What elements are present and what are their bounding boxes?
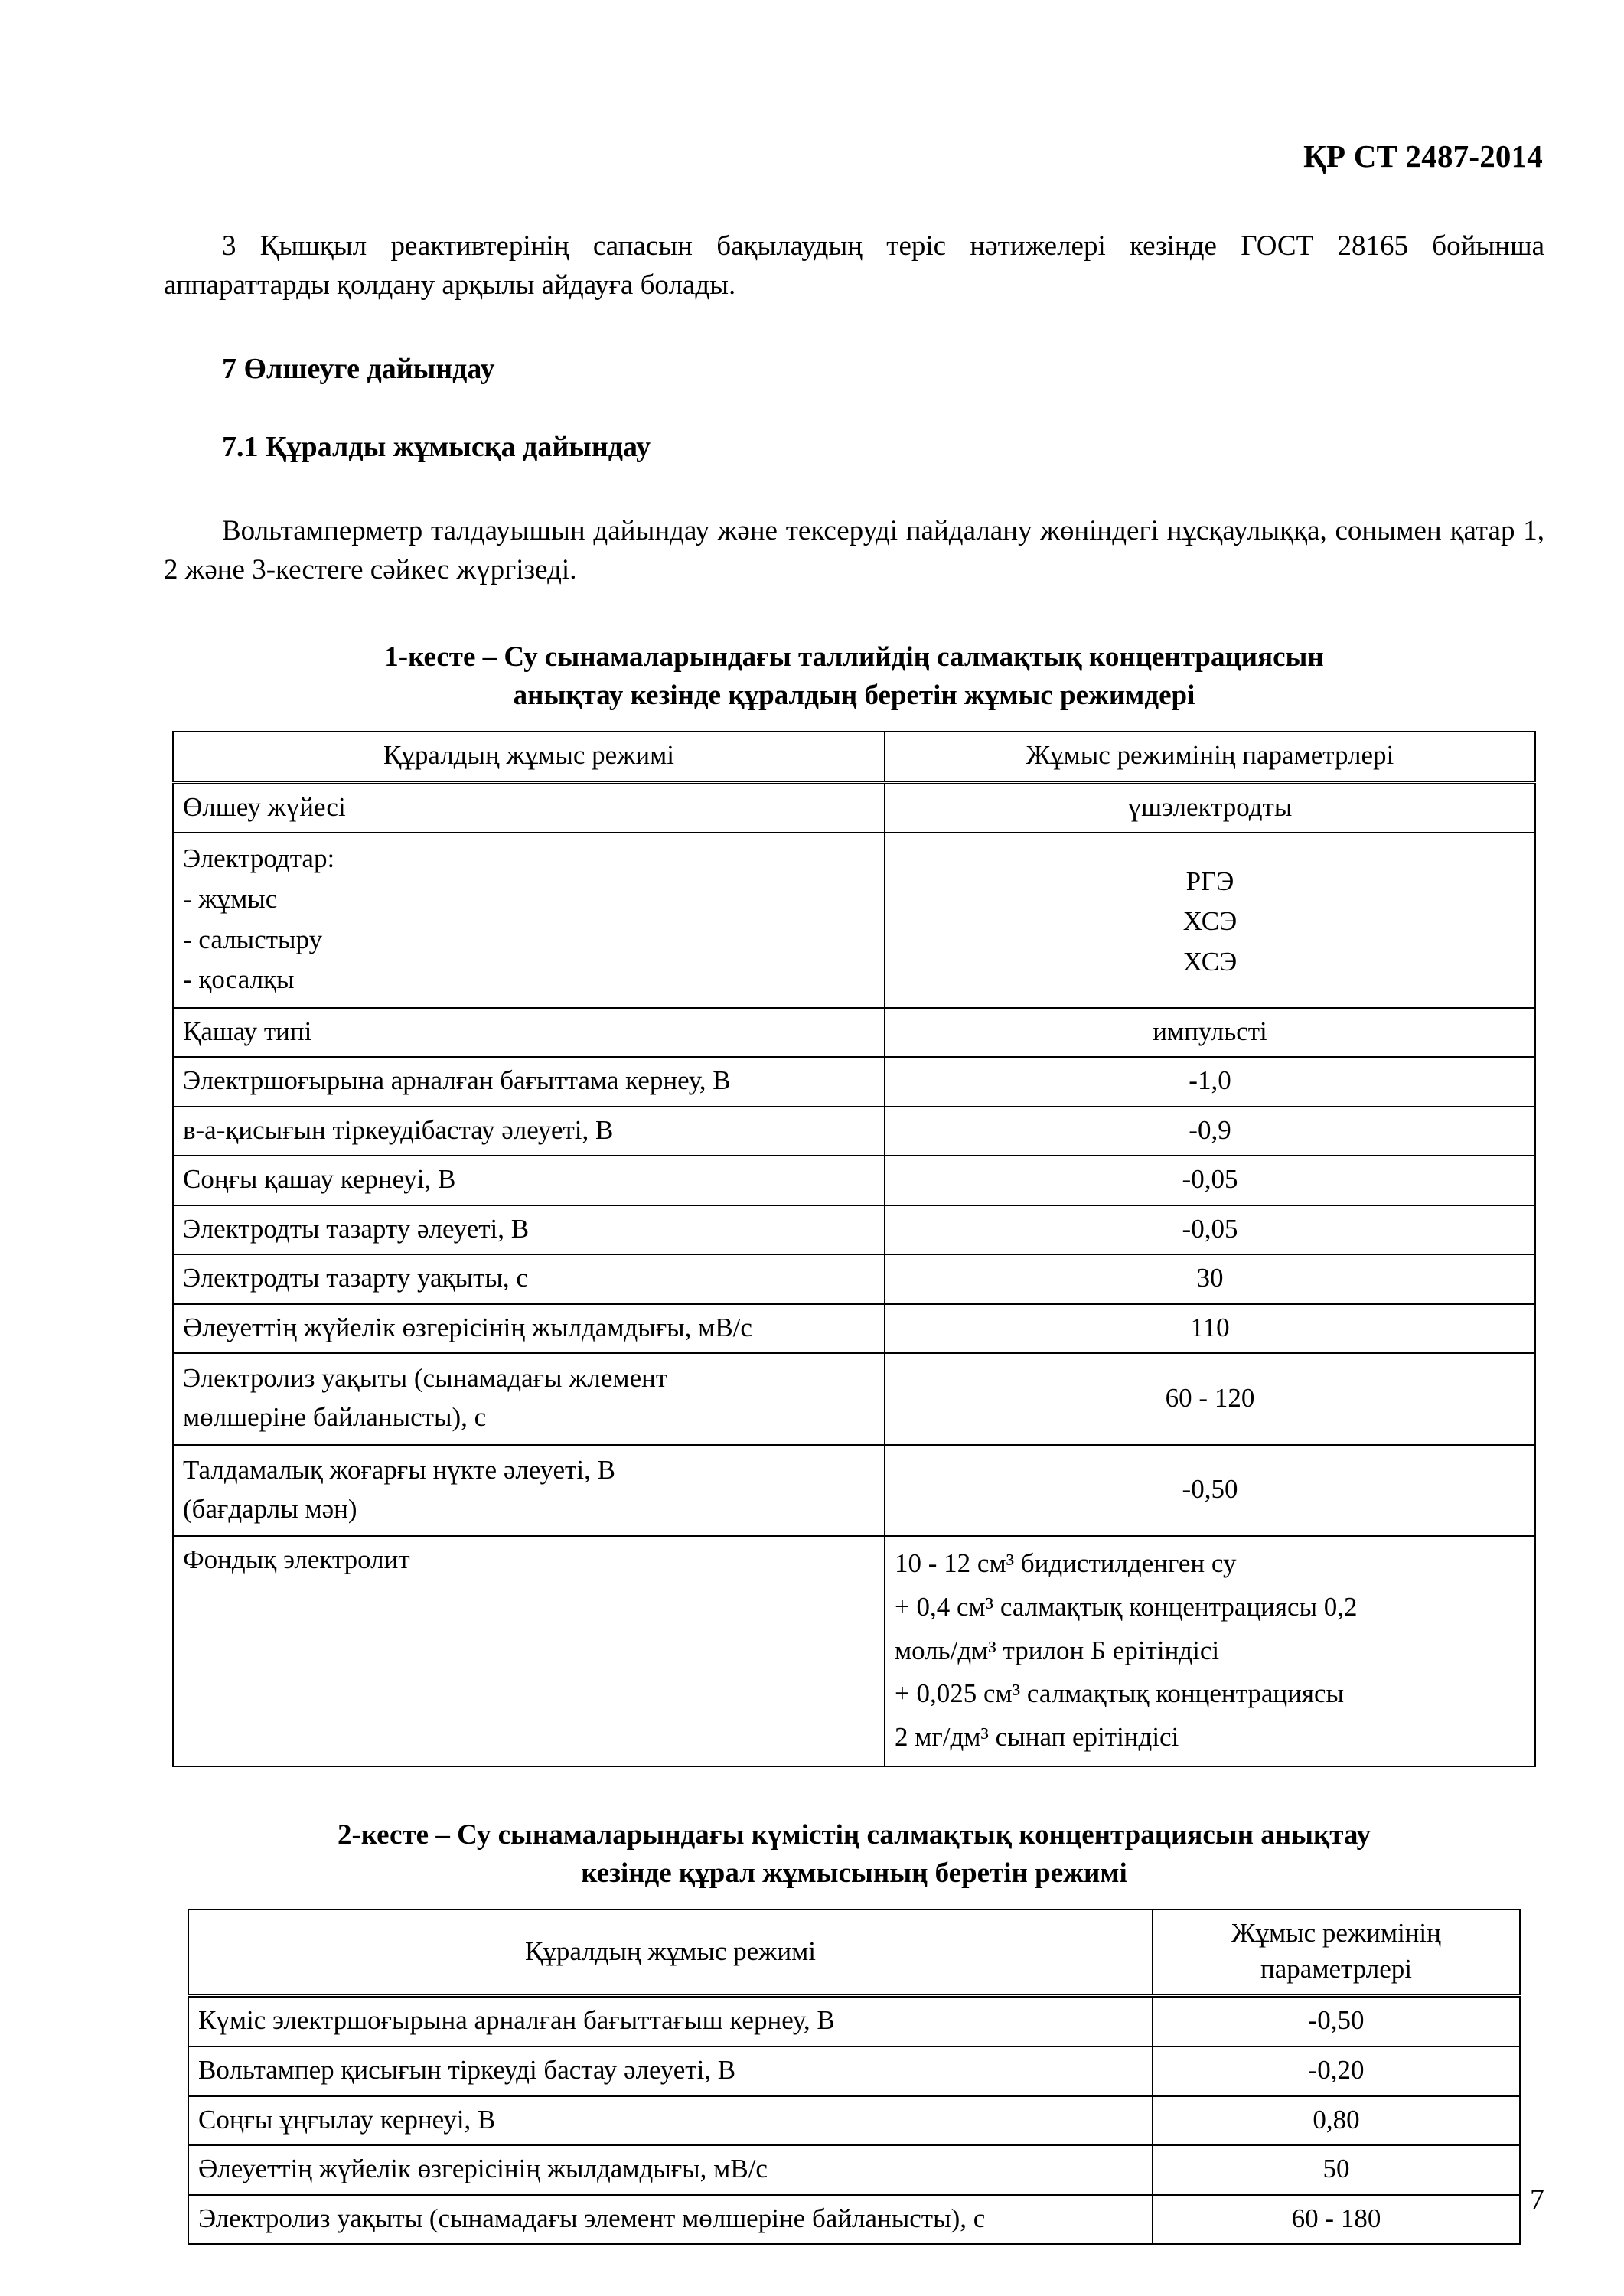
- table-header-row: [188, 1910, 1520, 1996]
- page-number: 7: [1530, 2183, 1544, 2216]
- row-value: 0,80: [1153, 2096, 1520, 2146]
- table-row: [188, 2195, 1520, 2245]
- table-row: [173, 1205, 1535, 1255]
- row-label: Әлеуеттің жүйелік өзгерісінің жылдамдығы, мВ/с: [188, 2145, 1153, 2195]
- intro-paragraph: 3 Қышқыл реактивтерінің сапасын бақылаудың теріс нәтижелері кезінде ГОСТ 28165 бойынша аппараттарды қолдану арқылы айдауға болады.: [164, 230, 1544, 302]
- table-row: [173, 1008, 1535, 1058]
- row-label: Фондық электролит: [173, 1536, 885, 1766]
- table-row: [173, 1353, 1535, 1445]
- row-label-line: - салыстыру: [183, 924, 323, 954]
- table-row: [173, 833, 1535, 1007]
- row-value: 50: [1153, 2145, 1520, 2195]
- row-label: в-а-қисығын тіркеудібастау әлеуеті, В: [173, 1107, 885, 1156]
- table-row: [173, 1057, 1535, 1107]
- row-value: -0,05: [885, 1156, 1535, 1205]
- section-heading-7-1: 7.1 Құралды жұмысқа дайындау: [222, 431, 651, 464]
- row-label-group: [173, 833, 885, 1007]
- row-value-group: [885, 1536, 1535, 1766]
- section-heading-7: 7 Өлшеуге дайындау: [222, 353, 495, 386]
- table-header-row: [173, 732, 1535, 782]
- row-label: Электролиз уақыты (сынамадағы элемент мөлшеріне байланысты), с: [188, 2195, 1153, 2245]
- table-row: [188, 1996, 1520, 2047]
- table-2-column-header-parameter-line-2: параметрлері: [1260, 1953, 1412, 1984]
- row-value: -0,50: [885, 1445, 1535, 1537]
- row-label-group: [173, 1353, 885, 1445]
- table-row: [173, 1254, 1535, 1304]
- table-1-column-header-mode: Құралдың жұмыс режимі: [173, 732, 885, 782]
- row-value: үшэлектродты: [885, 782, 1535, 833]
- row-label: Соңғы қашау кернеуі, В: [173, 1156, 885, 1205]
- table-row: [173, 1536, 1535, 1766]
- row-label: Соңғы ұңғылау кернеуі, В: [188, 2096, 1153, 2146]
- table-row: [173, 1304, 1535, 1354]
- table-1-caption-line-2: анықтау кезінде құралдың беретін жұмыс режимдері: [513, 679, 1195, 711]
- row-label-line: мөлшеріне байланысты), с: [183, 1402, 487, 1433]
- row-label: Қашау типі: [173, 1008, 885, 1058]
- table-1-caption: [237, 638, 1471, 714]
- table-2-column-header-parameter: [1153, 1910, 1520, 1996]
- row-value-line: + 0,025 см³ салмақтық концентрациясы: [895, 1678, 1345, 1709]
- table-row: [188, 2145, 1520, 2195]
- row-value-line: моль/дм³ трилон Б ерітіндісі: [895, 1635, 1220, 1665]
- table-2-caption: [237, 1816, 1471, 1892]
- row-label-line: - жұмыс: [183, 883, 278, 914]
- section-7-1-paragraph: Вольтамперметр талдауышын дайындау және тексеруді пайдалану жөніндегі нұсқаулыққа, сонымен қатар 1, 2 және 3-кестеге сәйкес жүргізеді.: [164, 515, 1544, 586]
- row-value-group: [885, 833, 1535, 1007]
- row-value: 60 - 120: [885, 1353, 1535, 1445]
- row-label: Вольтампер қисығын тіркеуді бастау әлеуеті, В: [188, 2047, 1153, 2096]
- row-value-line: ХСЭ: [1182, 946, 1238, 977]
- table-2-caption-line-2: кезінде құрал жұмысының беретін режимі: [581, 1857, 1127, 1889]
- row-label: Өлшеу жүйесі: [173, 782, 885, 833]
- row-value: импульсті: [885, 1008, 1535, 1058]
- row-value-line: 2 мг/дм³ сынап ерітіндісі: [895, 1721, 1179, 1752]
- table-row: [188, 2047, 1520, 2096]
- row-label-line: - қосалқы: [183, 964, 295, 995]
- row-label-group: [173, 1445, 885, 1537]
- row-label: Әлеуеттің жүйелік өзгерісінің жылдамдығы, мВ/с: [173, 1304, 885, 1354]
- row-label-line: Электролиз уақыты (сынамадағы жлемент: [183, 1363, 668, 1394]
- row-value-line: РГЭ: [1185, 866, 1234, 896]
- table-2-caption-line-1: 2-кесте – Су сынамаларындағы күмістің салмақтық концентрациясын анықтау: [337, 1819, 1371, 1851]
- row-label-line: (бағдарлы мән): [183, 1493, 357, 1524]
- table-row: [173, 1156, 1535, 1205]
- row-label: Электршоғырына арналған бағыттама кернеу, В: [173, 1057, 885, 1107]
- row-value: 60 - 180: [1153, 2195, 1520, 2245]
- row-value-line: 10 - 12 см³ бидистилденген су: [895, 1548, 1237, 1579]
- row-label: Электродты тазарту уақыты, с: [173, 1254, 885, 1304]
- row-label: Электродты тазарту әлеуеті, В: [173, 1205, 885, 1255]
- table-1-column-header-parameter: Жұмыс режимінің параметрлері: [885, 732, 1535, 782]
- document-header-standard-code: ҚР СТ 2487-2014: [1303, 139, 1543, 174]
- table-row: [188, 2096, 1520, 2146]
- table-1-caption-line-1: 1-кесте – Су сынамаларындағы таллийдің салмақтық концентрациясын: [384, 641, 1324, 673]
- table-row: [173, 1107, 1535, 1156]
- row-label: Күміс электршоғырына арналған бағыттағыш кернеу, В: [188, 1996, 1153, 2047]
- row-value: -0,50: [1153, 1996, 1520, 2047]
- row-value: -0,9: [885, 1107, 1535, 1156]
- row-value-line: ХСЭ: [1182, 906, 1238, 937]
- row-value-line: + 0,4 см³ салмақтық концентрациясы 0,2: [895, 1592, 1358, 1622]
- row-label-line: Талдамалық жоғарғы нүкте әлеуеті, В: [183, 1454, 615, 1485]
- row-value: -1,0: [885, 1057, 1535, 1107]
- table-row: [173, 782, 1535, 833]
- table-2-column-header-parameter-line-1: Жұмыс режимінің: [1231, 1918, 1441, 1949]
- row-value: -0,05: [885, 1205, 1535, 1255]
- table-silver-modes: [188, 1909, 1521, 2245]
- table-row: [173, 1445, 1535, 1537]
- table-2-column-header-mode: Құралдың жұмыс режимі: [188, 1910, 1153, 1996]
- row-value: 110: [885, 1304, 1535, 1354]
- row-value: 30: [885, 1254, 1535, 1304]
- row-value: -0,20: [1153, 2047, 1520, 2096]
- table-thallium-modes: [172, 731, 1536, 1767]
- row-label-line: Электродтар:: [183, 843, 335, 874]
